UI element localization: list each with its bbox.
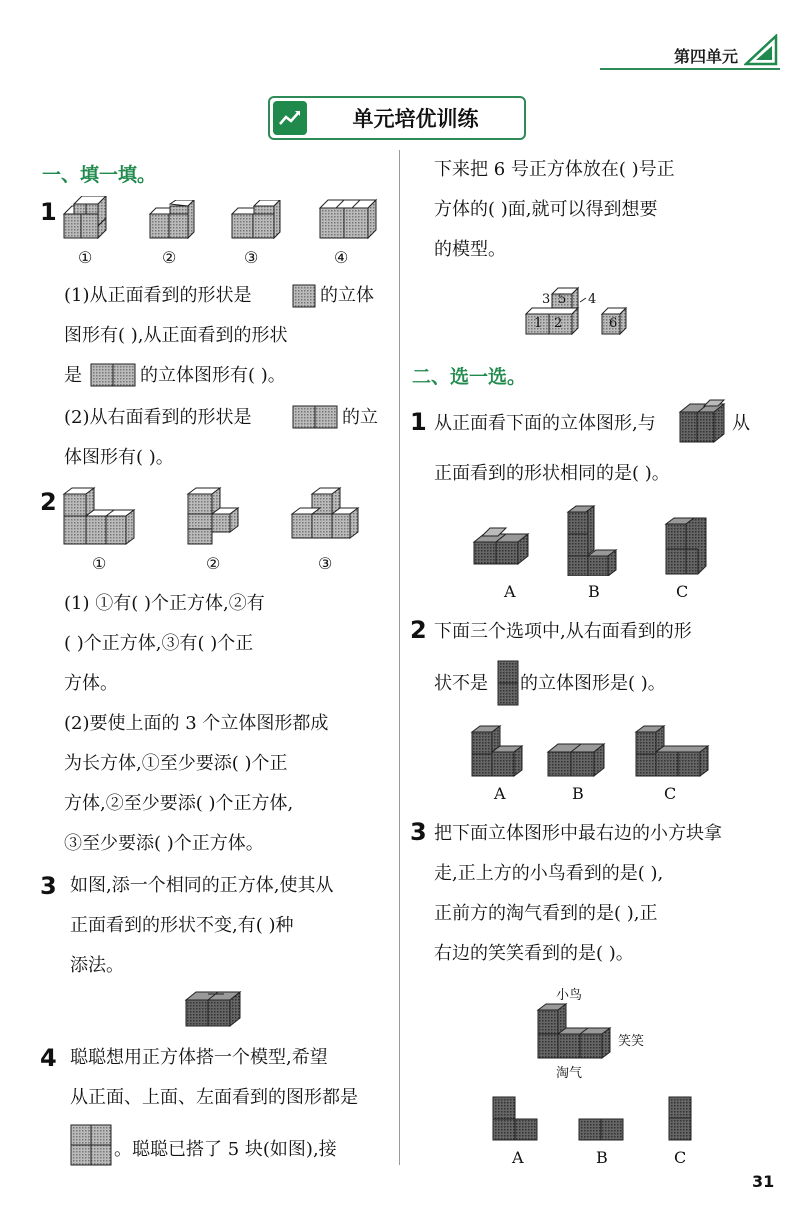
c1-option-a-figure xyxy=(472,526,532,576)
q4-cont-line-2: 方体的( )面,就可以得到想要 xyxy=(434,199,658,220)
unit-label: 第四单元 xyxy=(673,47,738,66)
q2-line-5: 为长方体,①至少要添( )个正 xyxy=(64,753,288,774)
ruler-icon xyxy=(744,34,778,70)
c2-option-c-figure xyxy=(634,724,712,782)
cube-label-1: 1 xyxy=(534,316,543,331)
q1-figure-2 xyxy=(146,200,198,246)
q4-line-2: 从正面、上面、左面看到的图形都是 xyxy=(70,1087,358,1108)
q2-line-6: 方体,②至少要添( )个正方体, xyxy=(64,793,294,814)
q4-line-3: 。聪聪已搭了 5 块(如图),接 xyxy=(114,1139,337,1160)
q4-line-1: 聪聪想用正方体搭一个模型,希望 xyxy=(70,1047,328,1068)
c3-line-2: 走,正上方的小鸟看到的是( ), xyxy=(434,863,664,884)
cube-label-5: 5 xyxy=(558,292,567,307)
q3-line-1: 如图,添一个相同的正方体,使其从 xyxy=(70,875,334,896)
q1-number: 1 xyxy=(40,198,57,226)
chart-icon xyxy=(273,101,307,135)
cube-label-3: 3 xyxy=(542,292,551,307)
q1-p1d: 是 xyxy=(64,365,82,386)
four-squares-shape xyxy=(70,1124,112,1170)
q2-figure-3 xyxy=(290,486,362,552)
q1-p1b: 的立体 xyxy=(320,285,374,306)
page-title: 单元培优训练 xyxy=(352,107,479,131)
taoqi-label: 淘气 xyxy=(556,1066,583,1081)
q1-p1e: 的立体图形有( )。 xyxy=(140,365,286,386)
q2-figure-1 xyxy=(62,486,138,552)
c3-option-b-label: B xyxy=(596,1148,608,1167)
tall-two-squares-shape xyxy=(497,660,519,710)
q2-figure-2 xyxy=(186,486,244,552)
c3-line-4: 右边的笑笑看到的是( )。 xyxy=(434,943,634,964)
c1-line-1b: 从 xyxy=(732,413,750,434)
q1-p1a: (1)从正面看到的形状是 xyxy=(64,285,252,306)
q2-label-1: ① xyxy=(92,554,107,573)
q2-line-1: (1) ①有( )个正方体,②有 xyxy=(64,593,265,614)
c3-option-a-figure xyxy=(492,1096,540,1146)
c2-line-2b: 的立体图形是( )。 xyxy=(520,673,666,694)
c1-line-1a: 从正面看下面的立体图形,与 xyxy=(434,413,656,434)
cube-label-2: 2 xyxy=(554,316,563,331)
c2-option-b-label: B xyxy=(572,784,584,803)
column-divider xyxy=(399,150,400,1165)
cube-label-6: 6 xyxy=(609,316,618,331)
q1-label-1: ① xyxy=(78,248,93,267)
q3-number: 3 xyxy=(40,872,57,900)
c1-line-2: 正面看到的形状相同的是( )。 xyxy=(434,463,670,484)
q2-number: 2 xyxy=(40,488,57,516)
q1-p2c: 体图形有( )。 xyxy=(64,447,174,468)
c1-option-a-label: A xyxy=(504,582,516,601)
single-square-shape xyxy=(292,284,316,312)
q3-figure xyxy=(184,990,244,1034)
c3-line-1: 把下面立体图形中最右边的小方块拿 xyxy=(434,823,722,844)
c2-option-b-figure xyxy=(546,740,610,784)
q4-cont-line-1: 下来把 6 号正方体放在( )号正 xyxy=(434,159,675,180)
q1-p2a: (2)从右面看到的形状是 xyxy=(64,407,252,428)
q1-figure-4 xyxy=(316,198,380,246)
c1-option-b-label: B xyxy=(588,582,600,601)
c2-number: 2 xyxy=(410,616,427,644)
q3-line-3: 添法。 xyxy=(70,955,124,976)
q4-number: 4 xyxy=(40,1044,57,1072)
c3-number: 3 xyxy=(410,818,427,846)
q2-label-3: ③ xyxy=(318,554,333,573)
q4-cont-line-3: 的模型。 xyxy=(434,239,506,260)
c1-number: 1 xyxy=(410,408,427,436)
q2-line-3: 方体。 xyxy=(64,673,118,694)
two-squares-shape xyxy=(90,363,136,391)
q1-figure-1 xyxy=(62,196,112,246)
header-rule xyxy=(600,68,780,70)
q2-line-7: ③至少要添( )个正方体。 xyxy=(64,833,264,854)
c3-option-c-figure xyxy=(668,1096,692,1146)
c2-option-a-label: A xyxy=(494,784,506,803)
page-number: 31 xyxy=(752,1172,775,1191)
c1-option-c-figure xyxy=(662,516,710,580)
c2-line-2a: 状不是 xyxy=(434,673,488,694)
c3-main-figure xyxy=(536,1002,616,1064)
q1-figure-3 xyxy=(228,200,284,246)
c3-option-b-figure xyxy=(578,1118,626,1146)
c2-option-a-figure xyxy=(470,724,526,782)
q2-line-2: ( )个正方体,③有( )个正 xyxy=(64,633,254,654)
section-title-box xyxy=(268,96,526,140)
two-squares-shape-right xyxy=(292,405,338,433)
section-fill-heading: 一、填一填。 xyxy=(42,164,157,186)
xiaoxiao-label: 笑笑 xyxy=(618,1034,645,1049)
c1-option-c-label: C xyxy=(676,582,689,601)
c3-line-3: 正前方的淘气看到的是( ),正 xyxy=(434,903,658,924)
c1-reference-figure xyxy=(676,398,732,448)
q1-p1c: 图形有( ),从正面看到的形状 xyxy=(64,325,288,346)
c3-option-a-label: A xyxy=(512,1148,524,1167)
q2-label-2: ② xyxy=(206,554,221,573)
bird-label: 小鸟 xyxy=(556,988,583,1003)
c2-option-c-label: C xyxy=(664,784,677,803)
c3-option-c-label: C xyxy=(674,1148,687,1167)
c1-option-b-figure xyxy=(566,504,622,580)
c2-line-1: 下面三个选项中,从右面看到的形 xyxy=(434,621,692,642)
q3-line-2: 正面看到的形状不变,有( )种 xyxy=(70,915,294,936)
section-choose-heading: 二、选一选。 xyxy=(412,366,527,388)
q2-line-4: (2)要使上面的 3 个立体图形都成 xyxy=(64,713,329,734)
q1-label-2: ② xyxy=(162,248,177,267)
q4-cube-figure xyxy=(522,280,638,348)
q1-label-3: ③ xyxy=(244,248,259,267)
cube-label-4: 4 xyxy=(588,292,597,307)
q1-p2b: 的立 xyxy=(342,407,378,428)
q1-label-4: ④ xyxy=(334,248,349,267)
